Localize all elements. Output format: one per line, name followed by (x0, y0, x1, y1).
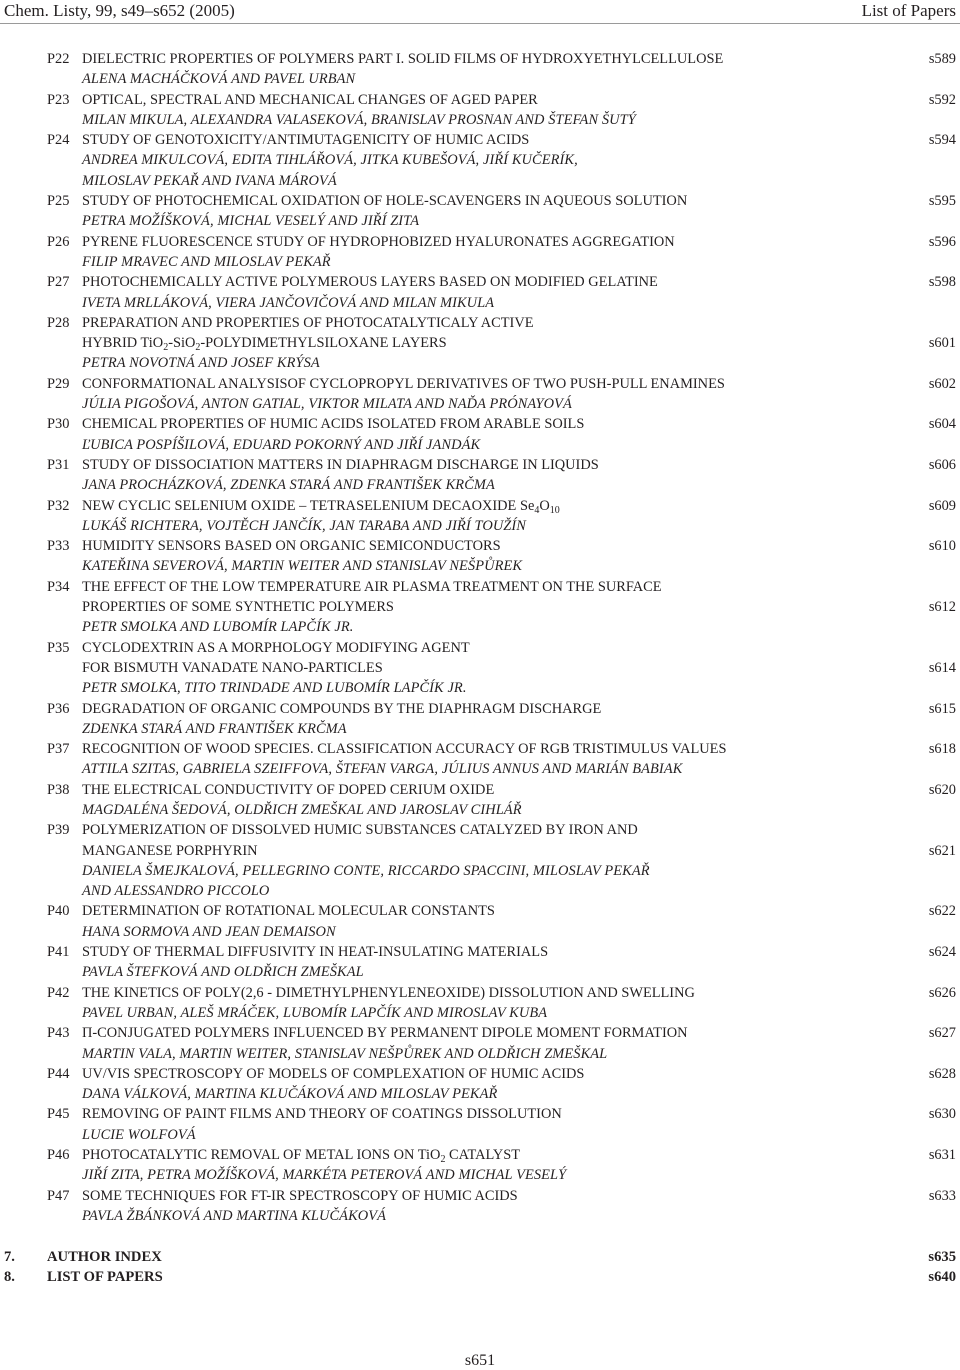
paper-page: s627 (928, 1025, 956, 1042)
paper-code: P41 (47, 944, 70, 961)
paper-title: PHOTOCATALYTIC REMOVAL OF METAL IONS ON TiO$_2$ CATALYST (82, 1147, 521, 1166)
running-header (0, 0, 960, 24)
paper-authors-line (0, 475, 960, 495)
paper-code: P38 (47, 781, 70, 798)
paper-title: REMOVING OF PAINT FILMS AND THEORY OF COATINGS DISSOLUTION (82, 1106, 562, 1123)
paper-code: P45 (47, 1106, 70, 1123)
paper-title-line (0, 739, 960, 759)
paper-authors: ĽUBICA POSPÍŠILOVÁ, EDUARD POKORNÝ AND JIŘÍ JANDÁK (82, 436, 481, 453)
paper-title: NEW CYCLIC SELENIUM OXIDE – TETRASELENIUM DECAOXIDE $Se_4O_{10}$ (82, 497, 560, 516)
section-number: 8. (4, 1269, 15, 1286)
paper-title-line (0, 130, 960, 150)
paper-code: P27 (47, 274, 70, 291)
paper-code: P23 (47, 91, 70, 108)
paper-title-line (0, 942, 960, 962)
paper-authors: LUCIE WOLFOVÁ (82, 1126, 196, 1143)
paper-authors: MILOSLAV PEKAŘ AND IVANA MÁROVÁ (82, 172, 337, 189)
paper-title: FOR BISMUTH VANADATE NANO-PARTICLES (82, 659, 383, 676)
paper-code: P36 (47, 700, 70, 717)
paper-code: P44 (47, 1065, 70, 1082)
paper-authors: MAGDALÉNA ŠEDOVÁ, OLDŘICH ZMEŠKAL AND JAROSLAV CIHLÁŘ (82, 801, 522, 818)
paper-authors: IVETA MRLLÁKOVÁ, VIERA JANČOVIČOVÁ AND MILAN MIKULA (82, 294, 495, 311)
paper-title: PREPARATION AND PROPERTIES OF PHOTOCATALYTICALY ACTIVE (82, 314, 534, 331)
paper-authors: ZDENKA STARÁ AND FRANTIŠEK KRČMA (82, 720, 347, 737)
paper-title: HUMIDITY SENSORS BASED ON ORGANIC SEMICONDUCTORS (82, 538, 501, 555)
paper-title-line (0, 901, 960, 921)
paper-page: s612 (928, 599, 956, 616)
paper-entry (0, 232, 960, 273)
paper-code: P46 (47, 1147, 70, 1164)
paper-code: P29 (47, 375, 70, 392)
paper-authors: JÚLIA PIGOŠOVÁ, ANTON GATIAL, VIKTOR MILATA AND NAĎA PRÓNAYOVÁ (82, 396, 572, 413)
papers-list (0, 49, 960, 1226)
paper-entry (0, 49, 960, 90)
paper-page: s614 (928, 659, 956, 676)
paper-code: P42 (47, 984, 70, 1001)
paper-title-line (0, 90, 960, 110)
paper-title-line (0, 49, 960, 69)
paper-code: P33 (47, 538, 70, 555)
paper-title-line (0, 333, 960, 353)
paper-title-line (0, 820, 960, 840)
paper-page: s602 (928, 375, 956, 392)
paper-authors-line (0, 1044, 960, 1064)
paper-authors-line (0, 962, 960, 982)
paper-authors-line (0, 394, 960, 414)
paper-page: s595 (928, 193, 956, 210)
paper-authors-line (0, 1084, 960, 1104)
paper-code: P30 (47, 416, 70, 433)
paper-authors-line (0, 211, 960, 231)
paper-entry (0, 638, 960, 699)
paper-page: s626 (928, 984, 956, 1001)
header-divider (0, 23, 960, 24)
paper-entry (0, 1104, 960, 1145)
paper-authors: MARTIN VALA, MARTIN WEITER, STANISLAV NEŠPŮREK AND OLDŘICH ZMEŠKAL (82, 1045, 608, 1062)
paper-authors-line (0, 1125, 960, 1145)
paper-title-line (0, 455, 960, 475)
section-page: s635 (928, 1249, 956, 1265)
paper-authors-line (0, 1003, 960, 1023)
paper-entry (0, 1023, 960, 1064)
paper-title: STUDY OF THERMAL DIFFUSIVITY IN HEAT-INSULATING MATERIALS (82, 944, 549, 961)
paper-entry (0, 536, 960, 577)
paper-authors: JIŘÍ ZITA, PETRA MOŽÍŠKOVÁ, MARKÉTA PETEROVÁ AND MICHAL VESELÝ (82, 1167, 567, 1184)
paper-authors-line (0, 1206, 960, 1226)
paper-entry (0, 374, 960, 415)
paper-entry (0, 1064, 960, 1105)
paper-authors-line (0, 353, 960, 373)
paper-code: P37 (47, 741, 70, 758)
paper-title: DEGRADATION OF ORGANIC COMPOUNDS BY THE DIAPHRAGM DISCHARGE (82, 700, 602, 717)
paper-entry (0, 191, 960, 232)
paper-code: P26 (47, 233, 70, 250)
paper-page: s610 (928, 538, 956, 555)
paper-authors: ATTILA SZITAS, GABRIELA SZEIFFOVA, ŠTEFAN VARGA, JÚLIUS ANNUS AND MARIÁN BABIAK (82, 761, 683, 778)
paper-title: UV/VIS SPECTROSCOPY OF MODELS OF COMPLEXATION OF HUMIC ACIDS (82, 1065, 585, 1082)
index-section-row (0, 1267, 960, 1287)
index-sections (0, 1247, 960, 1288)
paper-page: s598 (928, 274, 956, 291)
paper-title: STUDY OF GENOTOXICITY/ANTIMUTAGENICITY OF HUMIC ACIDS (82, 132, 530, 149)
paper-page: s618 (928, 741, 956, 758)
paper-title-line (0, 983, 960, 1003)
paper-code: P43 (47, 1025, 70, 1042)
paper-page: s615 (928, 700, 956, 717)
paper-title: CONFORMATIONAL ANALYSISOF CYCLOPROPYL DERIVATIVES OF TWO PUSH-PULL ENAMINES (82, 375, 725, 392)
paper-title: PYRENE FLUORESCENCE STUDY OF HYDROPHOBIZED HYALURONATES AGGREGATION (82, 233, 675, 250)
paper-entry (0, 90, 960, 131)
paper-title: STUDY OF DISSOCIATION MATTERS IN DIAPHRAGM DISCHARGE IN LIQUIDS (82, 456, 599, 473)
paper-entry (0, 739, 960, 780)
paper-authors-line (0, 617, 960, 637)
section-title: LIST OF PAPERS (47, 1269, 163, 1286)
paper-authors: DANA VÁLKOVÁ, MARTINA KLUČÁKOVÁ AND MILOSLAV PEKAŘ (82, 1086, 498, 1103)
paper-entry (0, 1186, 960, 1227)
paper-code: P34 (47, 578, 70, 595)
paper-page: s633 (928, 1187, 956, 1204)
paper-title-line (0, 1104, 960, 1124)
paper-page: s596 (928, 233, 956, 250)
section-page: s640 (928, 1269, 956, 1286)
paper-authors: PAVLA ŠTEFKOVÁ AND OLDŘICH ZMEŠKAL (82, 964, 364, 981)
paper-title-line (0, 1186, 960, 1206)
paper-title: THE EFFECT OF THE LOW TEMPERATURE AIR PLASMA TREATMENT ON THE SURFACE (82, 578, 662, 595)
paper-authors-line (0, 800, 960, 820)
paper-authors-line (0, 759, 960, 779)
paper-entry (0, 901, 960, 942)
paper-title-line (0, 1064, 960, 1084)
paper-title: THE ELECTRICAL CONDUCTIVITY OF DOPED CERIUM OXIDE (82, 781, 495, 798)
paper-entry (0, 577, 960, 638)
paper-authors-line (0, 678, 960, 698)
paper-authors: ANDREA MIKULCOVÁ, EDITA TIHLÁŘOVÁ, JITKA KUBEŠOVÁ, JIŘÍ KUČERÍK, (82, 152, 578, 169)
paper-title: DIELECTRIC PROPERTIES OF POLYMERS PART I. SOLID FILMS OF HYDROXYETHYLCELLULOSE (82, 51, 724, 67)
paper-authors-line (0, 922, 960, 942)
paper-title-line (0, 1023, 960, 1043)
paper-title: DETERMINATION OF ROTATIONAL MOLECULAR CONSTANTS (82, 903, 495, 920)
paper-title-line (0, 272, 960, 292)
paper-entry (0, 455, 960, 496)
paper-entry (0, 983, 960, 1024)
section-name: List of Papers (861, 1, 956, 20)
index-section-row (0, 1247, 960, 1267)
paper-entry (0, 313, 960, 374)
paper-code: P24 (47, 132, 70, 149)
paper-title-line (0, 597, 960, 617)
paper-title-line (0, 414, 960, 434)
paper-authors-line (0, 293, 960, 313)
paper-authors: PAVEL URBAN, ALEŠ MRÁČEK, LUBOMÍR LAPČÍK AND MIROSLAV KUBA (82, 1004, 548, 1021)
paper-authors: HANA SORMOVA AND JEAN DEMAISON (82, 923, 336, 940)
paper-title-line (0, 638, 960, 658)
paper-title: STUDY OF PHOTOCHEMICAL OXIDATION OF HOLE-SCAVENGERS IN AQUEOUS SOLUTION (82, 193, 688, 210)
paper-authors-line (0, 1165, 960, 1185)
paper-authors: PAVLA ŽBÁNKOVÁ AND MARTINA KLUČÁKOVÁ (82, 1207, 387, 1224)
paper-page: s592 (928, 91, 956, 108)
paper-entry (0, 820, 960, 901)
paper-authors-line (0, 861, 960, 881)
paper-entry (0, 272, 960, 313)
section-number: 7. (4, 1249, 15, 1265)
paper-authors-line (0, 110, 960, 130)
paper-authors-line (0, 516, 960, 536)
paper-authors: MILAN MIKULA, ALEXANDRA VALASEKOVÁ, BRANISLAV PROSNAN AND ŠTEFAN ŠUTÝ (82, 111, 636, 128)
paper-authors: ALENA MACHÁČKOVÁ AND PAVEL URBAN (82, 71, 356, 88)
paper-title-line (0, 536, 960, 556)
paper-title: CYCLODEXTRIN AS A MORPHOLOGY MODIFYING AGENT (82, 639, 470, 656)
paper-code: P35 (47, 639, 70, 656)
paper-title: MANGANESE PORPHYRIN (82, 842, 258, 859)
paper-title-line (0, 232, 960, 252)
paper-page: s624 (928, 944, 956, 961)
paper-authors-line (0, 252, 960, 272)
paper-authors-line (0, 881, 960, 901)
paper-authors: LUKÁŠ RICHTERA, VOJTĚCH JANČÍK, JAN TARABA AND JIŘÍ TOUŽÍN (82, 517, 527, 534)
paper-code: P22 (47, 51, 70, 67)
paper-title-line (0, 577, 960, 597)
paper-page: s589 (928, 51, 956, 67)
paper-page: s620 (928, 781, 956, 798)
paper-title-line (0, 313, 960, 333)
paper-page: s609 (928, 497, 956, 514)
paper-title-line (0, 1145, 960, 1165)
paper-entry (0, 130, 960, 191)
paper-page: s604 (928, 416, 956, 433)
paper-title: HYBRID TiO$_2$-SiO$_2$-POLYDIMETHYLSILOXANE LAYERS (82, 335, 447, 354)
paper-page: s622 (928, 903, 956, 920)
paper-authors-line (0, 150, 960, 170)
paper-code: P31 (47, 456, 70, 473)
page-number: s651 (464, 1352, 496, 1369)
paper-authors: KATEŘINA SEVEROVÁ, MARTIN WEITER AND STANISLAV NEŠPŮREK (82, 558, 523, 575)
paper-page: s594 (928, 132, 956, 149)
paper-title-line (0, 841, 960, 861)
journal-citation: Chem. Listy, 99, s49–s652 (2005) (4, 1, 235, 20)
paper-authors: PETRA NOVOTNÁ AND JOSEF KRÝSA (82, 355, 320, 372)
paper-code: P39 (47, 822, 70, 839)
paper-title: OPTICAL, SPECTRAL AND MECHANICAL CHANGES OF AGED PAPER (82, 91, 538, 108)
paper-title: PROPERTIES OF SOME SYNTHETIC POLYMERS (82, 599, 394, 616)
paper-title: RECOGNITION OF WOOD SPECIES. CLASSIFICATION ACCURACY OF RGB TRISTIMULUS VALUES (82, 741, 727, 758)
paper-page: s606 (928, 456, 956, 473)
paper-title: POLYMERIZATION OF DISSOLVED HUMIC SUBSTANCES CATALYZED BY IRON AND (82, 822, 638, 839)
paper-authors: AND ALESSANDRO PICCOLO (82, 883, 270, 900)
paper-authors: PETRA MOŽÍŠKOVÁ, MICHAL VESELÝ AND JIŘÍ ZITA (82, 213, 420, 230)
paper-code: P25 (47, 193, 70, 210)
paper-entry (0, 414, 960, 455)
paper-title-line (0, 374, 960, 394)
paper-page: s628 (928, 1065, 956, 1082)
paper-title: PHOTOCHEMICALLY ACTIVE POLYMEROUS LAYERS BASED ON MODIFIED GELATINE (82, 274, 658, 291)
paper-authors: DANIELA ŠMEJKALOVÁ, PELLEGRINO CONTE, RICCARDO SPACCINI, MILOSLAV PEKAŘ (82, 862, 650, 879)
paper-entry (0, 942, 960, 983)
paper-authors: PETR SMOLKA AND LUBOMÍR LAPČÍK JR. (82, 619, 354, 636)
paper-title-line (0, 496, 960, 516)
paper-title: THE KINETICS OF POLY(2,6 - DIMETHYLPHENYLENEOXIDE) DISSOLUTION AND SWELLING (82, 984, 695, 1001)
paper-title-line (0, 191, 960, 211)
paper-page: s631 (928, 1147, 956, 1164)
paper-page: s630 (928, 1106, 956, 1123)
paper-authors-line (0, 171, 960, 191)
paper-code: P40 (47, 903, 70, 920)
paper-entry (0, 1145, 960, 1186)
section-title: AUTHOR INDEX (47, 1249, 162, 1265)
paper-title-line (0, 780, 960, 800)
paper-title: SOME TECHNIQUES FOR FT-IR SPECTROSCOPY OF HUMIC ACIDS (82, 1187, 518, 1204)
paper-title-line (0, 699, 960, 719)
paper-authors-line (0, 435, 960, 455)
paper-code: P32 (47, 497, 70, 514)
paper-entry (0, 496, 960, 537)
paper-entry (0, 699, 960, 740)
paper-authors-line (0, 69, 960, 89)
paper-page: s601 (928, 335, 956, 352)
paper-code: P47 (47, 1187, 70, 1204)
paper-authors: FILIP MRAVEC AND MILOSLAV PEKAŘ (82, 253, 331, 270)
paper-entry (0, 780, 960, 821)
paper-title: CHEMICAL PROPERTIES OF HUMIC ACIDS ISOLATED FROM ARABLE SOILS (82, 416, 585, 433)
paper-title: Π-CONJUGATED POLYMERS INFLUENCED BY PERMANENT DIPOLE MOMENT FORMATION (82, 1025, 688, 1042)
paper-authors-line (0, 556, 960, 576)
paper-page: s621 (928, 842, 956, 859)
paper-title-line (0, 658, 960, 678)
paper-authors: JANA PROCHÁZKOVÁ, ZDENKA STARÁ AND FRANTIŠEK KRČMA (82, 477, 495, 494)
paper-authors: PETR SMOLKA, TITO TRINDADE AND LUBOMÍR LAPČÍK JR. (82, 680, 467, 697)
paper-code: P28 (47, 314, 70, 331)
paper-authors-line (0, 719, 960, 739)
